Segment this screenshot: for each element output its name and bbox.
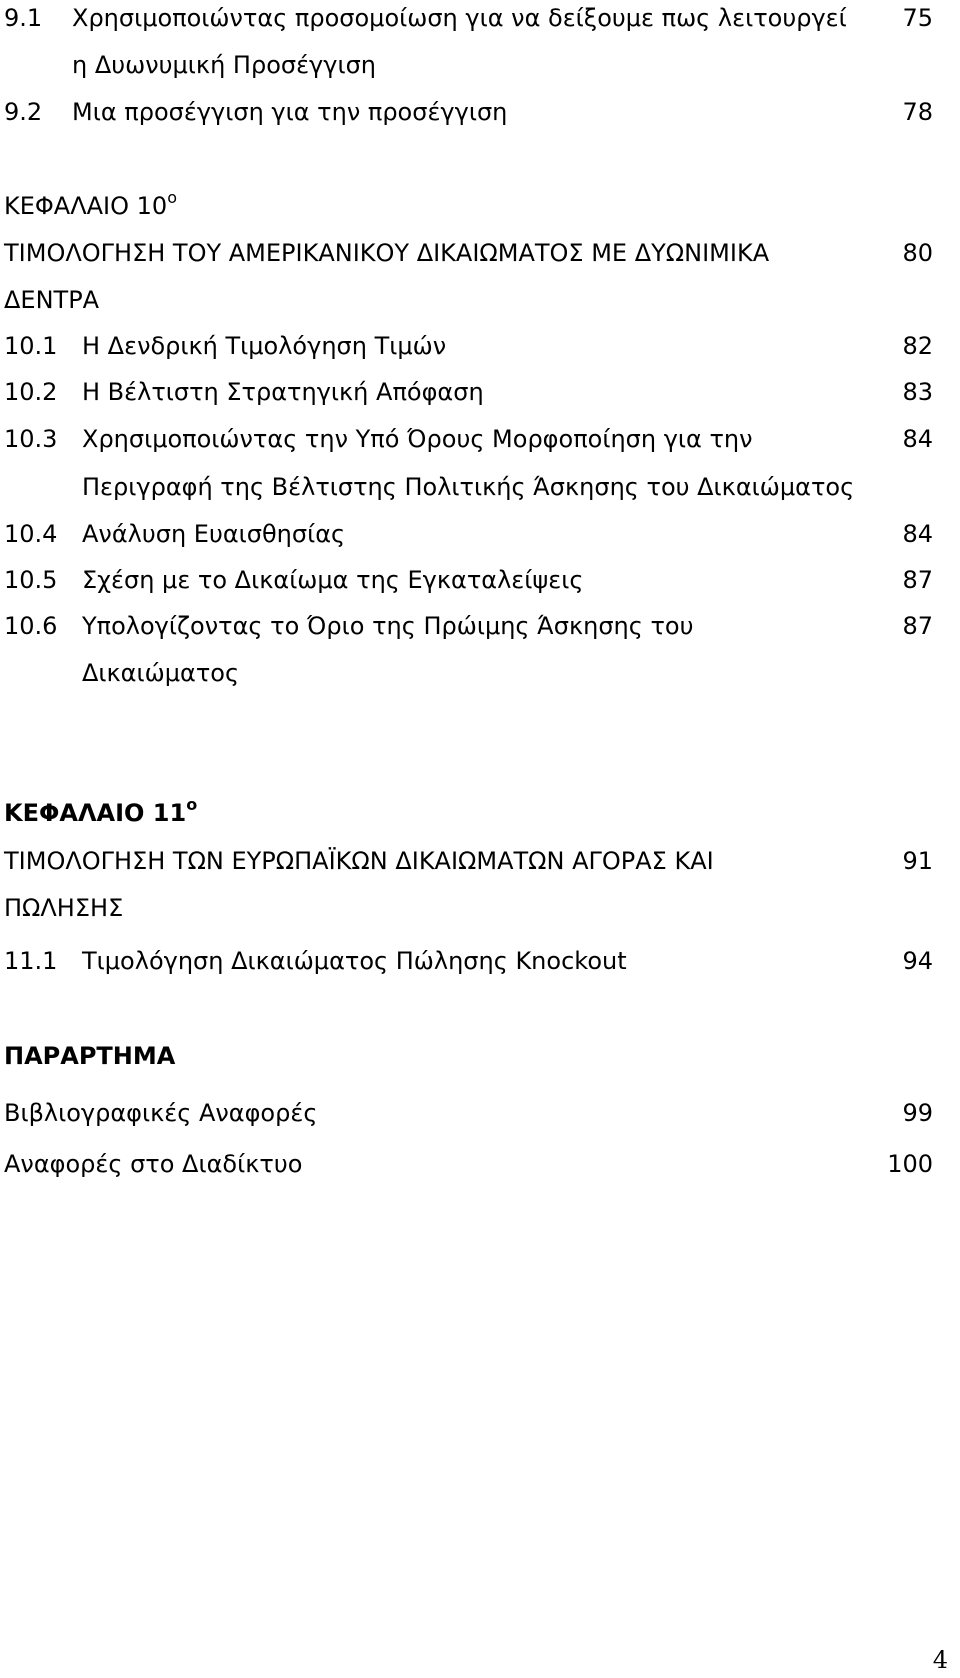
toc-title-10-4: Ανάλυση Ευαισθησίας [82,520,346,548]
toc-title-10-1: Η Δενδρική Τιμολόγηση Τιμών [82,332,447,360]
chapter-10-title-line1: ΤΙΜΟΛΟΓΗΣΗ ΤΟΥ ΑΜΕΡΙΚΑΝΙΚΟΥ ΔΙΚΑΙΩΜΑΤΟΣ ΜΕ ΔΥΩΝΙΜΙΚΑ [4,239,770,267]
toc-title-9-1-line2: η Δυωνυμική Προσέγγιση [72,51,377,79]
toc-title-9-1-line1: Χρησιμοποιώντας προσομοίωση για να δείξουμε πως λειτουργεί [72,4,847,32]
toc-page-9-1: 75 [902,4,933,32]
toc-number-10-6: 10.6 [4,612,58,640]
toc-title-web-references: Αναφορές στο Διαδίκτυο [4,1150,303,1178]
toc-number-10-2: 10.2 [4,378,58,406]
toc-number-10-4: 10.4 [4,520,58,548]
toc-number-10-1: 10.1 [4,332,58,360]
toc-page-10-1: 82 [902,332,933,360]
toc-title-bibliography: Βιβλιογραφικές Αναφορές [4,1099,318,1127]
toc-title-10-6-line2: Δικαιώματος [82,659,240,687]
toc-page-10-5: 87 [902,566,933,594]
toc-page-10-6: 87 [902,612,933,640]
toc-page-bibliography: 99 [902,1099,933,1127]
toc-number-10-5: 10.5 [4,566,58,594]
toc-title-10-2: Η Βέλτιστη Στρατηγική Απόφαση [82,378,484,406]
toc-number-10-3: 10.3 [4,425,58,453]
toc-number-9-2: 9.2 [4,98,43,126]
toc-number-11-1: 11.1 [4,947,58,975]
toc-page-web-references: 100 [887,1150,933,1178]
chapter-11-heading: ΚΕΦΑΛΑΙΟ $11^o$ [4,795,198,827]
toc-title-11-1: Τιμολόγηση Δικαιώματος Πώλησης Knockout [82,947,627,975]
chapter-11-title-line2: ΠΩΛΗΣΗΣ [4,894,124,922]
page-number: 4 [932,1646,948,1674]
toc-title-10-3-line2: Περιγραφή της Βέλτιστης Πολιτικής Άσκησης του Δικαιώματος [82,473,855,501]
appendix-heading: ΠΑΡΑΡΤΗΜΑ [4,1042,176,1070]
toc-title-10-6-line1: Υπολογίζοντας το Όριο της Πρώιμης Άσκησης του [82,612,694,640]
toc-title-9-2: Μια προσέγγιση για την προσέγγιση [72,98,508,126]
toc-title-10-5: Σχέση με το Δικαίωμα της Εγκαταλείψεις [82,566,584,594]
toc-page-10-4: 84 [902,520,933,548]
chapter-10-page: 80 [902,239,933,267]
chapter-10-title-line2: ΔΕΝΤΡΑ [4,286,100,314]
chapter-11-page: 91 [902,847,933,875]
toc-page-10-3: 84 [902,425,933,453]
chapter-10-heading: ΚΕΦΑΛΑΙΟ $10^o$ [4,188,177,220]
toc-page-11-1: 94 [902,947,933,975]
toc-title-10-3-line1: Χρησιμοποιώντας την Υπό Όρους Μορφοποίηση για την [82,425,753,453]
toc-page-9-2: 78 [902,98,933,126]
toc-number-9-1: 9.1 [4,4,43,32]
toc-page-10-2: 83 [902,378,933,406]
chapter-11-title-line1: ΤΙΜΟΛΟΓΗΣΗ ΤΩΝ ΕΥΡΩΠΑΪΚΩΝ ΔΙΚΑΙΩΜΑΤΩΝ ΑΓΟΡΑΣ ΚΑΙ [4,847,714,875]
